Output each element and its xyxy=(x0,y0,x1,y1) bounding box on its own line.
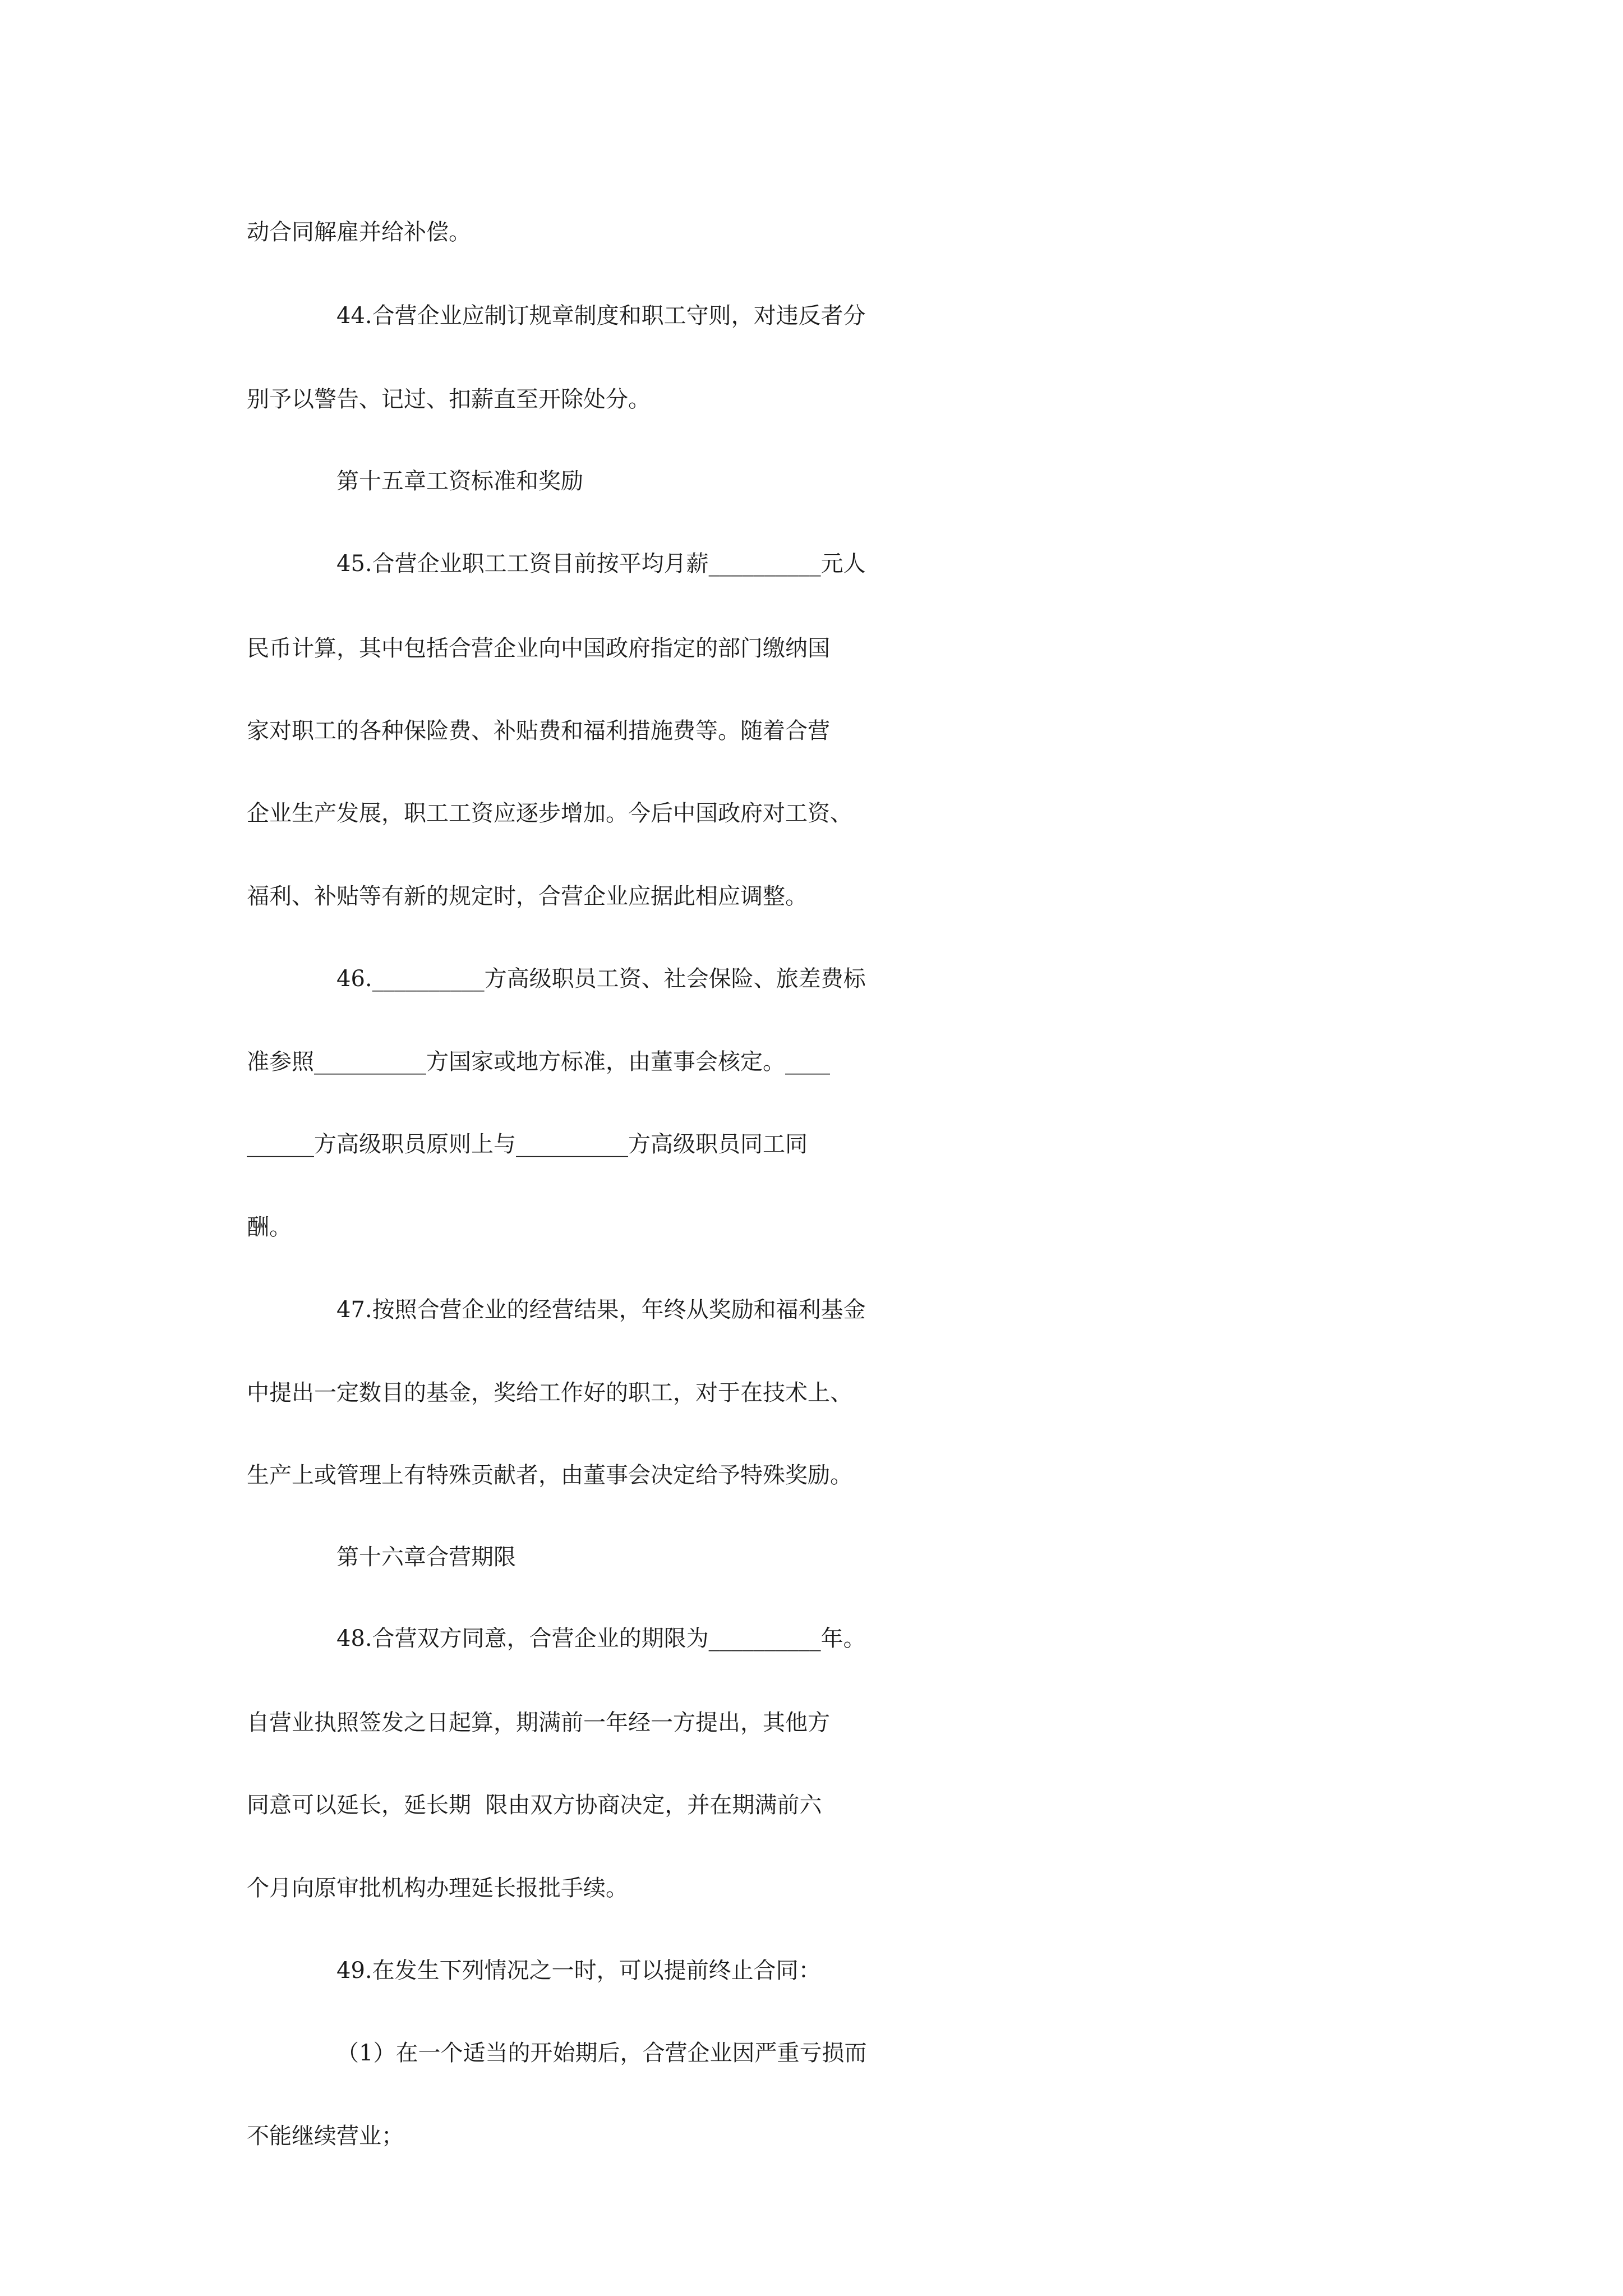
text-line: 47.按照合营企业的经营结果，年终从奖励和福利基金 xyxy=(336,1297,866,1323)
text-line: 个月向原审批机构办理延长报批手续。 xyxy=(247,1875,628,1901)
section-heading: 第十六章合营期限 xyxy=(336,1544,516,1570)
text-line: 准参照__________方国家或地方标准，由董事会核定。____ xyxy=(247,1049,830,1075)
text-line: 企业生产发展，职工工资应逐步增加。今后中国政府对工资、 xyxy=(247,800,852,826)
text-line: 自营业执照签发之日起算，期满前一年经一方提出，其他方 xyxy=(247,1710,830,1736)
text-line: ______方高级职员原则上与__________方高级职员同工同 xyxy=(247,1131,808,1157)
text-line: 同意可以延长，延长期 限由双方协商决定，并在期满前六 xyxy=(247,1792,822,1818)
text-line: 动合同解雇并给补偿。 xyxy=(247,219,471,245)
text-line: 生产上或管理上有特殊贡献者，由董事会决定给予特殊奖励。 xyxy=(247,1462,852,1488)
text-line: 酬。 xyxy=(247,1214,292,1240)
text-line: 民币计算，其中包括合营企业向中国政府指定的部门缴纳国 xyxy=(247,636,830,661)
text-line: 别予以警告、记过、扣薪直至开除处分。 xyxy=(247,386,651,412)
section-heading: 第十五章工资标准和奖励 xyxy=(336,468,583,494)
text-line: 家对职工的各种保险费、补贴费和福利措施费等。随着合营 xyxy=(247,718,830,744)
text-line: 44.合营企业应制订规章制度和职工守则，对违反者分 xyxy=(336,303,866,329)
text-line: 不能继续营业； xyxy=(247,2123,404,2149)
text-line: 45.合营企业职工工资目前按平均月薪__________元人 xyxy=(336,551,866,577)
text-line: 福利、补贴等有新的规定时，合营企业应据此相应调整。 xyxy=(247,884,808,909)
text-line: 48.合营双方同意，合营企业的期限为__________年。 xyxy=(336,1626,866,1651)
text-line: 46.__________方高级职员工资、社会保险、旅差费标 xyxy=(336,966,866,992)
text-line: 49.在发生下列情况之一时，可以提前终止合同： xyxy=(336,1958,821,1984)
text-line: （1）在一个适当的开始期后，合营企业因严重亏损而 xyxy=(336,2040,867,2066)
text-line: 中提出一定数目的基金，奖给工作好的职工，对于在技术上、 xyxy=(247,1380,852,1406)
